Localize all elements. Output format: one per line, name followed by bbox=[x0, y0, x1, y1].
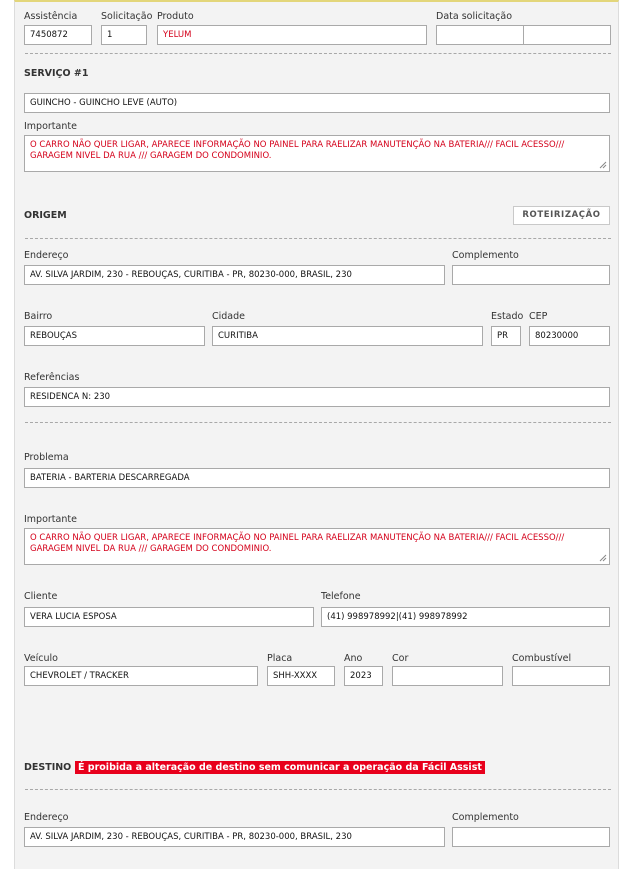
combustivel-input[interactable] bbox=[512, 666, 610, 686]
destino-title: DESTINO bbox=[24, 762, 72, 773]
servico-importante-text: O CARRO NÃO QUER LIGAR, APARECE INFORMAÇÃO NO PAINEL PARA RAELIZAR MANUTENÇÃO NA BATERIA/// FACIL ACESSO/// GARAGEM NIVEL DA RUA /// GARAGEM DO CONDOMINIO. bbox=[30, 140, 565, 161]
servico-title: SERVIÇO #1 bbox=[24, 68, 89, 79]
cliente-input[interactable]: VERA LUCIA ESPOSA bbox=[24, 607, 314, 627]
form-panel bbox=[14, 0, 619, 869]
cidade-input[interactable]: CURITIBA bbox=[212, 326, 483, 346]
cidade-label: Cidade bbox=[212, 311, 245, 322]
veiculo-input[interactable]: CHEVROLET / TRACKER bbox=[24, 666, 258, 686]
hora-solicitacao-input[interactable] bbox=[523, 25, 611, 45]
telefone-label: Telefone bbox=[321, 591, 361, 602]
cor-input[interactable] bbox=[392, 666, 503, 686]
telefone-input[interactable]: (41) 998978992|(41) 998978992 bbox=[321, 607, 610, 627]
destino-endereco-input[interactable]: AV. SILVA JARDIM, 230 - REBOUÇAS, CURITIBA - PR, 80230-000, BRASIL, 230 bbox=[24, 827, 445, 847]
servico-importante-textarea[interactable] bbox=[24, 135, 610, 172]
data-solicitacao-label: Data solicitação bbox=[436, 11, 513, 22]
destino-complemento-label: Complemento bbox=[452, 812, 519, 823]
referencias-label: Referências bbox=[24, 372, 80, 383]
veiculo-label: Veículo bbox=[24, 653, 58, 664]
problema-input[interactable]: BATERIA - BARTERIA DESCARREGADA bbox=[24, 468, 610, 488]
destino-warning-badge: É proibida a alteração de destino sem comunicar a operação da Fácil Assist bbox=[75, 761, 485, 774]
problema-importante-text: O CARRO NÃO QUER LIGAR, APARECE INFORMAÇÃO NO PAINEL PARA RAELIZAR MANUTENÇÃO NA BATERIA/// FACIL ACESSO/// GARAGEM NIVEL DA RUA /// GARAGEM DO CONDOMINIO. bbox=[30, 533, 565, 554]
placa-label: Placa bbox=[267, 653, 293, 664]
ano-label: Ano bbox=[344, 653, 363, 664]
divider bbox=[25, 422, 611, 423]
data-solicitacao-input[interactable] bbox=[436, 25, 524, 45]
divider bbox=[25, 789, 611, 790]
destino-endereco-label: Endereço bbox=[24, 812, 69, 823]
cep-input[interactable]: 80230000 bbox=[529, 326, 610, 346]
divider bbox=[25, 238, 611, 239]
estado-label: Estado bbox=[491, 311, 524, 322]
divider bbox=[25, 53, 611, 54]
problema-label: Problema bbox=[24, 452, 69, 463]
assistencia-input[interactable]: 7450872 bbox=[24, 25, 92, 45]
solicitacao-input[interactable]: 1 bbox=[101, 25, 147, 45]
bairro-label: Bairro bbox=[24, 311, 53, 322]
resize-grip-icon[interactable] bbox=[599, 161, 607, 169]
origem-endereco-input[interactable]: AV. SILVA JARDIM, 230 - REBOUÇAS, CURITIBA - PR, 80230-000, BRASIL, 230 bbox=[24, 265, 445, 285]
cor-label: Cor bbox=[392, 653, 409, 664]
produto-input[interactable]: YELUM bbox=[157, 25, 427, 45]
solicitacao-label: Solicitação bbox=[101, 11, 153, 22]
destino-complemento-input[interactable] bbox=[452, 827, 610, 847]
combustivel-label: Combustível bbox=[512, 653, 572, 664]
problema-importante-textarea[interactable] bbox=[24, 528, 610, 565]
origem-complemento-label: Complemento bbox=[452, 250, 519, 261]
produto-label: Produto bbox=[157, 11, 194, 22]
referencias-input[interactable]: RESIDENCA N: 230 bbox=[24, 387, 610, 407]
bairro-input[interactable]: REBOUÇAS bbox=[24, 326, 205, 346]
placa-input[interactable]: SHH-XXXX bbox=[267, 666, 335, 686]
estado-input[interactable]: PR bbox=[491, 326, 521, 346]
servico-input[interactable]: GUINCHO - GUINCHO LEVE (AUTO) bbox=[24, 93, 610, 113]
origem-title: ORIGEM bbox=[24, 210, 67, 221]
problema-importante-label: Importante bbox=[24, 514, 77, 525]
roteirizacao-button[interactable]: ROTEIRIZAÇÃO bbox=[513, 206, 610, 225]
origem-endereco-label: Endereço bbox=[24, 250, 69, 261]
cliente-label: Cliente bbox=[24, 591, 58, 602]
servico-importante-label: Importante bbox=[24, 121, 77, 132]
ano-input[interactable]: 2023 bbox=[344, 666, 383, 686]
assistencia-label: Assistência bbox=[24, 11, 78, 22]
origem-complemento-input[interactable] bbox=[452, 265, 610, 285]
cep-label: CEP bbox=[529, 311, 548, 322]
resize-grip-icon[interactable] bbox=[599, 554, 607, 562]
